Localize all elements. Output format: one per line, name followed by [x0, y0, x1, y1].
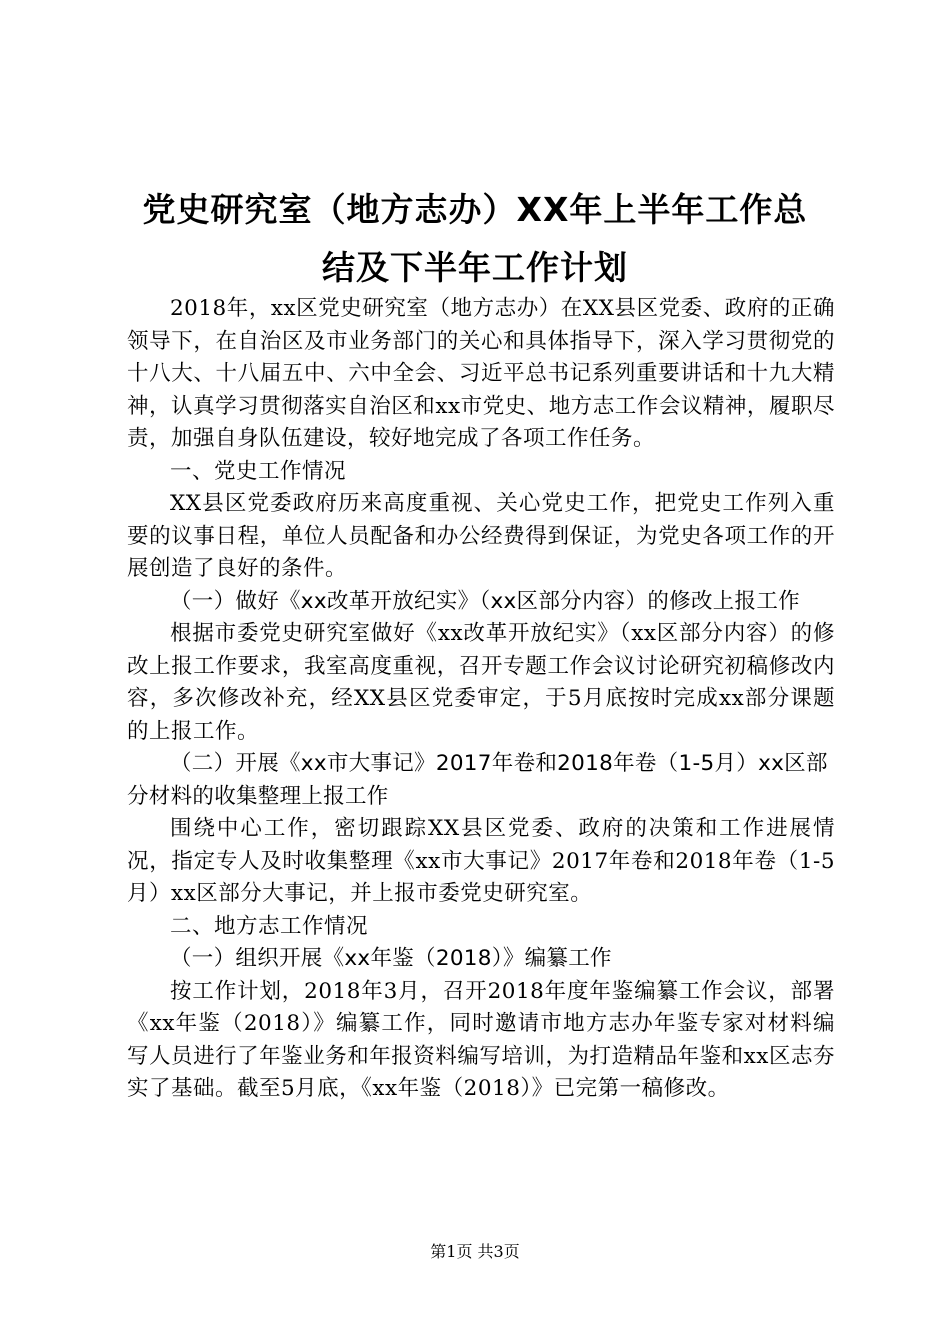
document-body	[127, 293, 835, 1106]
document-title-line-2: 结及下半年工作计划	[322, 248, 628, 287]
section-1-paragraph: XX县区党委政府历来高度重视、关心党史工作，把党史工作列入重要的议事日程，单位人员配备和办公经费得到保证，为党史各项工作的开展创造了良好的条件。	[127, 491, 835, 581]
page-footer: 第1页 共3页	[430, 1242, 520, 1261]
intro-paragraph: 2018年，xx区党史研究室（地方志办）在XX县区党委、政府的正确领导下，在自治区及市业务部门的关心和具体指导下，深入学习贯彻党的十八大、十八届五中、六中全会、习近平总书记系列重要讲话和十九大精神，认真学习贯彻落实自治区和xx市党史、地方志工作会议精神，履职尽责，加强自身队伍建设，较好地完成了各项工作任务。	[127, 296, 835, 451]
document-title-line-1: 党史研究室（地方志办）XX年上半年工作总	[142, 190, 808, 229]
section-1-sub-1-paragraph: 根据市委党史研究室做好《xx改革开放纪实》（xx区部分内容）的修改上报工作要求，我室高度重视，召开专题工作会议讨论研究初稿修改内容，多次修改补充，经XX县区党委审定，于5月底按时完成xx部分课题的上报工作。	[127, 621, 835, 744]
section-2-heading: 二、地方志工作情况	[170, 913, 369, 939]
section-2-sub-1-paragraph: 按工作计划，2018年3月，召开2018年度年鉴编纂工作会议，部署《xx年鉴（2018）》编纂工作，同时邀请市地方志办年鉴专家对材料编写人员进行了年鉴业务和年报资料编写培训，为打造精品年鉴和xx区志夯实了基础。截至5月底，《xx年鉴（2018）》已完第一稿修改。	[127, 978, 835, 1101]
section-1-sub-1-heading: （一）做好《xx改革开放纪实》（xx区部分内容）的修改上报工作	[170, 588, 800, 614]
section-1-heading: 一、党史工作情况	[170, 458, 347, 484]
section-2-sub-1-heading: （一）组织开展《xx年鉴（2018）》编纂工作	[170, 946, 612, 971]
section-1-sub-2-heading: （二）开展《xx市大事记》2017年卷和2018年卷（1-5月）xx区部分材料的收集整理上报工作	[127, 751, 828, 809]
section-1-sub-2-paragraph: 围绕中心工作，密切跟踪XX县区党委、政府的决策和工作进展情况，指定专人及时收集整理《xx市大事记》2017年卷和2018年卷（1-5月）xx区部分大事记，并上报市委党史研究室。	[127, 816, 835, 906]
